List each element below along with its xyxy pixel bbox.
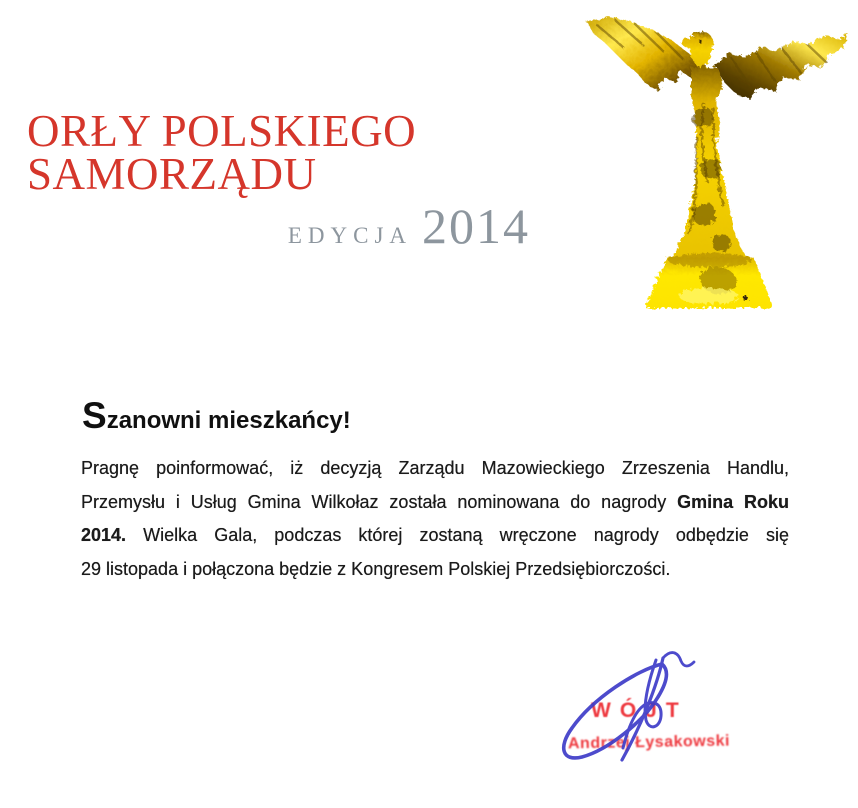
edition-label: EDYCJA [287,223,412,248]
bold-award-name: Gmina Roku [677,491,789,512]
salutation [82,395,351,442]
golden-eagle-trophy-icon [576,6,858,315]
award-title [27,106,417,199]
award-title-line1: ORŁY POLSKIEGO [27,106,417,156]
edition-year: 2014 [422,198,530,254]
award-title-line2: SAMORZĄDU [27,149,317,199]
edition-line [0,197,530,255]
handwritten-signature-ink [545,648,805,783]
eagle-statue-shape [586,15,847,307]
salutation-initial: S [82,395,107,436]
stamp-title: WÓJT [591,699,688,722]
body-line-1: Pragnę poinformować, iż decyzją Zarządu Mazowieckiego Zrzeszenia Handlu, [81,458,789,478]
signature-block [545,648,805,783]
letter-body [81,452,789,586]
body-line-2: Przemysłu i Usług Gmina Wilkołaz została nominowana do nagrody Gmina Roku [81,491,789,512]
body-line-4: 29 listopada i połączona będzie z Kongresem Polskiej Przedsiębiorczości. [81,558,671,579]
bold-award-year: 2014. [81,525,127,545]
salutation-text: zanowni mieszkańcy! [106,407,351,434]
body-line-3: 2014. Wielka Gala, podczas której zostaną wręczone nagrody odbędzie się [81,525,789,545]
stamp-name: Andrzej Łysakowski [567,732,731,753]
